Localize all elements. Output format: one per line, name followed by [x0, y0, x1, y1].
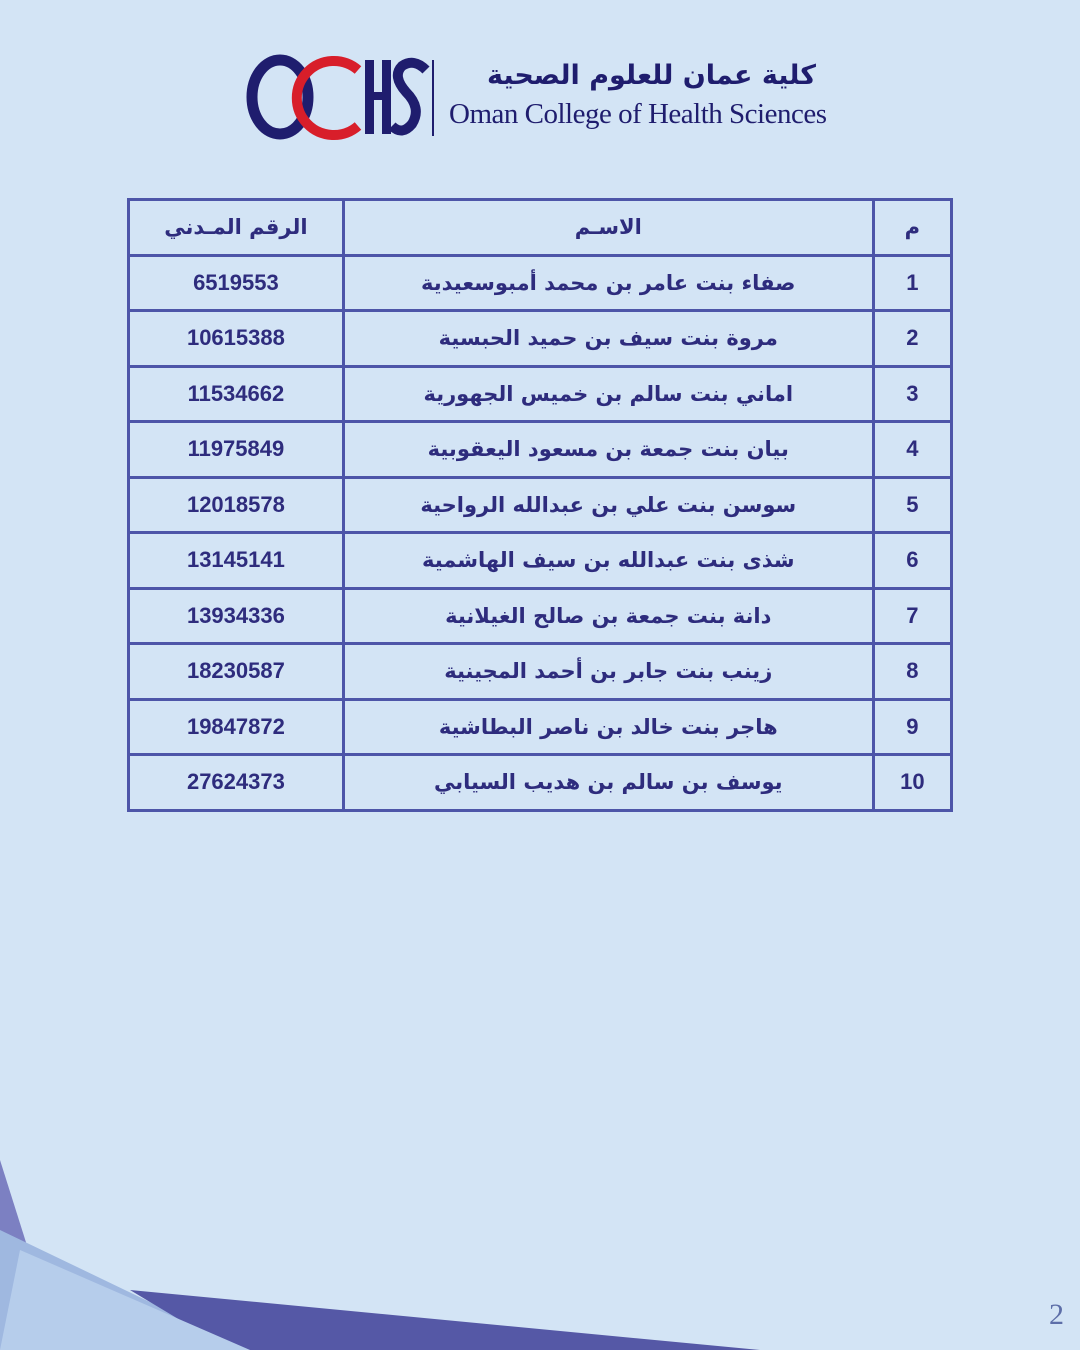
table-header-row: [129, 200, 952, 256]
table-row: [129, 311, 952, 367]
row-civil-id: 6519553: [129, 255, 344, 311]
row-name: مروة بنت سيف بن حميد الحبسية: [343, 311, 873, 367]
header-civil-id: الرقم المـدني: [129, 200, 344, 256]
header-index: م: [873, 200, 951, 256]
row-index: 8: [873, 644, 951, 700]
row-civil-id: 18230587: [129, 644, 344, 700]
row-index: 6: [873, 533, 951, 589]
row-civil-id: 10615388: [129, 311, 344, 367]
row-name: بيان بنت جمعة بن مسعود اليعقوبية: [343, 422, 873, 478]
table-row: [129, 699, 952, 755]
row-index: 3: [873, 366, 951, 422]
table-row: [129, 366, 952, 422]
row-index: 10: [873, 755, 951, 811]
header: [0, 0, 1080, 170]
table-row: [129, 588, 952, 644]
row-civil-id: 13145141: [129, 533, 344, 589]
row-civil-id: 11534662: [129, 366, 344, 422]
logo-arabic-name: كلية عمان للعلوم الصحية: [486, 60, 816, 91]
names-table: [127, 198, 953, 812]
table-row: [129, 755, 952, 811]
row-name: سوسن بنت علي بن عبدالله الرواحية: [343, 477, 873, 533]
header-name: الاسـم: [343, 200, 873, 256]
table-row: [129, 422, 952, 478]
row-name: زينب بنت جابر بن أحمد المجينية: [343, 644, 873, 700]
row-index: 5: [873, 477, 951, 533]
row-index: 7: [873, 588, 951, 644]
table-row: [129, 533, 952, 589]
row-index: 1: [873, 255, 951, 311]
page-number: 2: [1049, 1298, 1064, 1331]
row-index: 4: [873, 422, 951, 478]
row-civil-id: 19847872: [129, 699, 344, 755]
row-name: هاجر بنت خالد بن ناصر البطاشية: [343, 699, 873, 755]
row-index: 9: [873, 699, 951, 755]
decorative-corner-shapes: [0, 1150, 760, 1350]
row-name: يوسف بن سالم بن هديب السيابي: [343, 755, 873, 811]
row-name: دانة بنت جمعة بن صالح الغيلانية: [343, 588, 873, 644]
row-name: اماني بنت سالم بن خميس الجهورية: [343, 366, 873, 422]
table-row: [129, 477, 952, 533]
row-name: صفاء بنت عامر بن محمد أمبوسعيدية: [343, 255, 873, 311]
row-index: 2: [873, 311, 951, 367]
row-civil-id: 27624373: [129, 755, 344, 811]
row-civil-id: 11975849: [129, 422, 344, 478]
row-name: شذى بنت عبدالله بن سيف الهاشمية: [343, 533, 873, 589]
table-row: [129, 255, 952, 311]
row-civil-id: 13934336: [129, 588, 344, 644]
logo-english-name: Oman College of Health Sciences: [449, 98, 827, 130]
table-row: [129, 644, 952, 700]
row-civil-id: 12018578: [129, 477, 344, 533]
ochs-logo-icon: [246, 52, 436, 142]
